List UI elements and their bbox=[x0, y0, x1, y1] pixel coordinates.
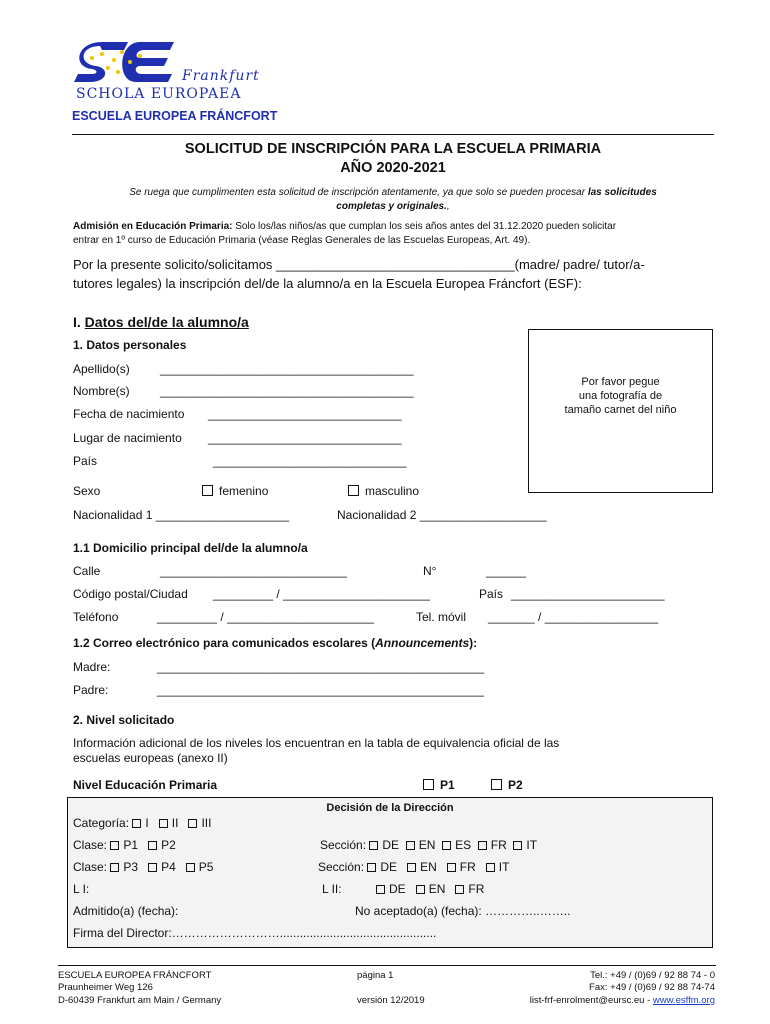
female-label: femenino bbox=[219, 484, 269, 498]
section2-option-it[interactable]: IT bbox=[486, 860, 510, 874]
level-info: Información adicional de los niveles los encuentran en la tabla de equivalencia oficial de las bbox=[73, 736, 560, 750]
section2-option-fr[interactable]: FR bbox=[447, 860, 476, 874]
footer-fax: Fax: +49 / (0)69 / 92 88 74-74 bbox=[589, 982, 715, 993]
checkbox-icon bbox=[376, 885, 385, 894]
request-line: Por la presente solicito/solicitamos _________________________________(madre/ padre/ tutor/a- bbox=[73, 257, 645, 272]
footer-divider bbox=[58, 965, 716, 966]
checkbox-icon bbox=[159, 819, 168, 828]
checkbox-icon bbox=[513, 841, 522, 850]
form-year: AÑO 2020-2021 bbox=[340, 160, 446, 176]
mother-email-field[interactable]: _________________________________________________ bbox=[157, 660, 485, 674]
checkbox-icon bbox=[132, 819, 141, 828]
nationality-1[interactable]: Nacionalidad 1 ____________________ bbox=[73, 508, 290, 522]
checkbox-icon bbox=[478, 841, 487, 850]
birth-date-field[interactable]: _____________________________ bbox=[208, 407, 402, 421]
father-email-label: Padre: bbox=[73, 683, 109, 697]
class-option-p4[interactable]: P4 bbox=[148, 860, 176, 874]
footer-street: Praunheimer Weg 126 bbox=[58, 982, 153, 993]
section-option-fr[interactable]: FR bbox=[478, 838, 507, 852]
first-name-field[interactable]: ______________________________________ bbox=[160, 384, 414, 398]
surname-field[interactable]: ______________________________________ bbox=[160, 362, 414, 376]
footer-email[interactable]: list-frf-enrolment@eursc.eu - bbox=[529, 995, 651, 1006]
admission-note-2: entrar en 1º curso de Educación Primaria (véase Reglas Generales de las Escuelas Europeas, Art. 49). bbox=[73, 235, 531, 246]
number-field[interactable]: ______ bbox=[486, 564, 527, 578]
first-name-label: Nombre(s) bbox=[73, 384, 130, 398]
p1-label: P1 bbox=[440, 778, 455, 792]
checkbox-icon bbox=[148, 841, 157, 850]
photo-box-line-1: Por favor pegue bbox=[581, 376, 660, 388]
category-row: Categoría: I II III bbox=[73, 816, 212, 830]
street-label: Calle bbox=[73, 564, 101, 578]
female-checkbox[interactable] bbox=[202, 484, 268, 498]
section-option-de[interactable]: DE bbox=[369, 838, 399, 852]
p2-label: P2 bbox=[508, 778, 523, 792]
intro-text: Se ruega que cumplimenten esta solicitud de inscripción atentamente, ya que solo se pueden procesar las solicitudes bbox=[129, 187, 657, 198]
section2-option-de[interactable]: DE bbox=[367, 860, 397, 874]
postal-field[interactable]: _________ / ______________________ bbox=[213, 587, 430, 601]
p1-checkbox[interactable] bbox=[423, 778, 455, 792]
street-field[interactable]: ____________________________ bbox=[160, 564, 347, 578]
admitted-date[interactable]: Admitido(a) (fecha): bbox=[73, 904, 179, 918]
personal-data-heading: 1. Datos personales bbox=[73, 338, 187, 352]
country-field[interactable]: _____________________________ bbox=[213, 454, 407, 468]
checkbox-icon bbox=[369, 841, 378, 850]
checkbox-icon bbox=[148, 863, 157, 872]
checkbox-icon bbox=[406, 841, 415, 850]
checkbox-icon bbox=[491, 779, 502, 790]
number-label: N° bbox=[423, 564, 437, 578]
section-option-it[interactable]: IT bbox=[513, 838, 537, 852]
address-heading: 1.1 Domicilio principal del/de la alumno/a bbox=[73, 541, 308, 555]
footer-version: versión 12/2019 bbox=[357, 995, 425, 1006]
category-option-iii[interactable]: III bbox=[188, 816, 211, 830]
logo-school-name: ESCUELA EUROPEA FRÁNCFORT bbox=[72, 109, 278, 123]
checkbox-icon bbox=[186, 863, 195, 872]
footer-contact bbox=[450, 995, 715, 1006]
footer-web-link[interactable]: www.esffm.org bbox=[652, 995, 715, 1006]
address-country-label: País bbox=[479, 587, 504, 601]
checkbox-icon bbox=[407, 863, 416, 872]
section-row-2: Sección: DE EN FR IT bbox=[318, 860, 510, 874]
checkbox-icon bbox=[416, 885, 425, 894]
category-option-i[interactable]: I bbox=[132, 816, 148, 830]
l2-options bbox=[376, 882, 484, 896]
footer-city: D-60439 Frankfurt am Main / Germany bbox=[58, 995, 222, 1006]
postal-label: Código postal/Ciudad bbox=[73, 587, 188, 601]
photo-box-line-3: tamaño carnet del niño bbox=[564, 404, 677, 416]
checkbox-icon bbox=[423, 779, 434, 790]
section-option-es[interactable]: ES bbox=[442, 838, 471, 852]
class-row-1: Clase: P1 P2 bbox=[73, 838, 176, 852]
photo-box[interactable] bbox=[528, 329, 713, 493]
mobile-label: Tel. móvil bbox=[416, 610, 467, 624]
phone-field[interactable]: _________ / ______________________ bbox=[157, 610, 374, 624]
nationality-2[interactable]: Nacionalidad 2 ___________________ bbox=[337, 508, 547, 522]
l2-option-en[interactable]: EN bbox=[416, 882, 446, 896]
class-row-2: Clase: P3 P4 P5 bbox=[73, 860, 214, 874]
mobile-field[interactable]: _______ / _________________ bbox=[488, 610, 659, 624]
section2-option-en[interactable]: EN bbox=[407, 860, 437, 874]
footer-school: ESCUELA EUROPEA FRÁNCFORT bbox=[58, 970, 212, 981]
sex-label: Sexo bbox=[73, 484, 101, 498]
l1-label: L I: bbox=[73, 882, 90, 896]
checkbox-icon bbox=[110, 863, 119, 872]
footer-tel: Tel.: +49 / (0)69 / 92 88 74 - 0 bbox=[590, 970, 715, 981]
l2-option-fr[interactable]: FR bbox=[455, 882, 484, 896]
mother-email-label: Madre: bbox=[73, 660, 111, 674]
checkbox-icon bbox=[202, 485, 213, 496]
l2-label: L II: bbox=[322, 882, 342, 896]
logo-schola-text: SCHOLA EUROPAEA bbox=[76, 86, 242, 102]
admission-note: Admisión en Educación Primaria: Solo los/las niños/as que cumplan los seis años antes del 31.12.2020 pueden solicitar bbox=[73, 221, 617, 232]
class-option-p3[interactable]: P3 bbox=[110, 860, 138, 874]
section-option-en[interactable]: EN bbox=[406, 838, 436, 852]
intro-text-2: completas y originales., bbox=[336, 201, 450, 212]
class-option-p1[interactable]: P1 bbox=[110, 838, 138, 852]
birth-date-label: Fecha de nacimiento bbox=[73, 407, 185, 421]
country-label: País bbox=[73, 454, 98, 468]
checkbox-icon bbox=[442, 841, 451, 850]
level-info-2: escuelas europeas (anexo II) bbox=[73, 751, 228, 765]
level-heading: 2. Nivel solicitado bbox=[73, 713, 175, 727]
male-label: masculino bbox=[365, 484, 420, 498]
checkbox-icon bbox=[110, 841, 119, 850]
footer-page: página 1 bbox=[357, 970, 394, 981]
checkbox-icon bbox=[188, 819, 197, 828]
email-heading: 1.2 Correo electrónico para comunicados escolares (Announcements): bbox=[73, 636, 478, 650]
not-accepted-date[interactable]: No aceptado(a) (fecha): …………..…….. bbox=[355, 904, 571, 918]
checkbox-icon bbox=[348, 485, 359, 496]
father-email-field[interactable]: _________________________________________________ bbox=[157, 683, 485, 697]
primary-level-label: Nivel Educación Primaria bbox=[73, 778, 218, 792]
phone-label: Teléfono bbox=[73, 610, 119, 624]
header-divider bbox=[72, 134, 714, 135]
class-option-p2[interactable]: P2 bbox=[148, 838, 176, 852]
l2-option-de[interactable]: DE bbox=[376, 882, 406, 896]
section-row-1: Sección: DE EN ES FR IT bbox=[320, 838, 538, 852]
director-signature[interactable]: Firma del Director:………………………............................................... bbox=[73, 926, 437, 940]
birth-place-label: Lugar de nacimiento bbox=[73, 431, 182, 445]
class-option-p5[interactable]: P5 bbox=[186, 860, 214, 874]
checkbox-icon bbox=[486, 863, 495, 872]
logo-city-script: Frankfurt bbox=[182, 68, 260, 84]
request-line-2: tutores legales) la inscripción del/de la alumno/a en la Escuela Europea Fráncfort (ESF): bbox=[73, 276, 582, 291]
photo-box-line-2: una fotografía de bbox=[578, 390, 663, 402]
checkbox-icon bbox=[447, 863, 456, 872]
birth-place-field[interactable]: _____________________________ bbox=[208, 431, 402, 445]
male-checkbox[interactable] bbox=[348, 484, 419, 498]
p2-checkbox[interactable] bbox=[491, 778, 523, 792]
category-option-ii[interactable]: II bbox=[159, 816, 179, 830]
checkbox-icon bbox=[455, 885, 464, 894]
section-heading: I. Datos del/de la alumno/a bbox=[73, 314, 249, 330]
form-title: SOLICITUD DE INSCRIPCIÓN PARA LA ESCUELA PRIMARIA bbox=[184, 141, 602, 157]
address-country-field[interactable]: _______________________ bbox=[511, 587, 665, 601]
checkbox-icon bbox=[367, 863, 376, 872]
decision-title: Decisión de la Dirección bbox=[326, 802, 454, 814]
surname-label: Apellido(s) bbox=[73, 362, 130, 376]
